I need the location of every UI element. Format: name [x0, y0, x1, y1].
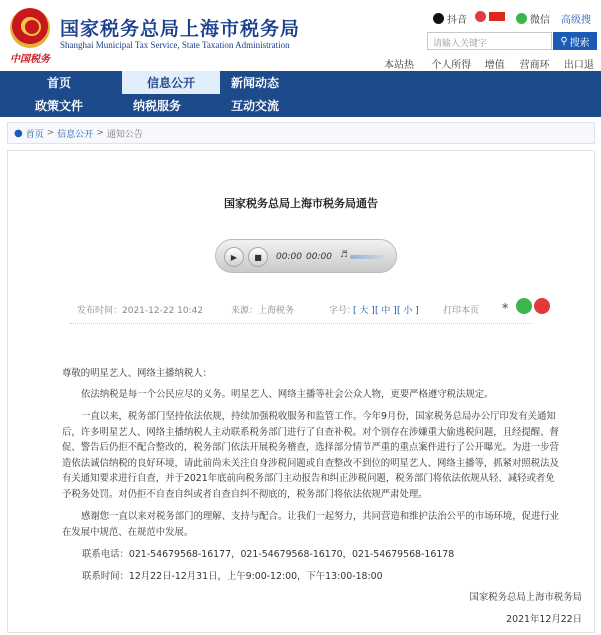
contact-hours: 联系时间：12月22日-12月31日，上午9:00-12:00，下午13:00-18:00 [82, 571, 383, 582]
weibo-share-icon[interactable] [534, 298, 550, 314]
main-nav [0, 71, 601, 117]
play-button[interactable]: ▶ [224, 247, 244, 267]
hot-word-link[interactable]: 增值 [484, 60, 505, 71]
hot-words-label: 本站热 [384, 60, 414, 71]
current-time: 00:00 [276, 252, 302, 262]
search-icon: ⚲ [560, 35, 568, 47]
wechat-share-icon[interactable] [516, 298, 532, 314]
audio-player [215, 239, 397, 273]
search-button[interactable] [553, 32, 597, 50]
publish-time: 发布时间：2021-12-22 10:42 [77, 306, 204, 316]
site-header [0, 0, 601, 70]
article-source: 来源：上海税务 [231, 306, 295, 316]
hot-word-link[interactable]: 个人所得 [431, 60, 472, 71]
advanced-search-link[interactable]: 高级搜 [561, 15, 591, 26]
breadcrumb-sep: > [46, 128, 55, 138]
site-subtitle: Shanghai Municipal Tax Service, State Taxation Administration [60, 40, 290, 50]
wechat-link[interactable] [516, 11, 550, 26]
hot-word-link[interactable]: 营商环 [519, 60, 550, 71]
article-panel [7, 150, 595, 633]
breadcrumb-home[interactable]: 首页 [25, 129, 44, 140]
breadcrumb [7, 122, 595, 144]
article-title: 国家税务总局上海市税务局通告 [224, 197, 378, 210]
tax-emblem-icon [10, 8, 50, 48]
font-medium-button[interactable]: [ 中 ] [375, 306, 397, 316]
contact-phone: 联系电话：021-54679568-16177，021-54679568-16170，021-54679568-16178 [82, 549, 455, 560]
paragraph-2: 一直以来，税务部门坚持依法依规，持续加强税收服务和监管工作。今年9月份，国家税务总局办公厅印发有关通知后，许多明星艺人、网络主播纳税人主动联系税务部门进行了自查补税。对个别存在涉嫌重大偷逃税问题，且经提醒、督促、警告后仍拒不配合整改的，税务部门依法开展税务稽查，选择部分情节严重的重点案件进行了公开曝光。为进一步营造依法诚信纳税的良好环境，请此前尚未关注自身涉税问题或自查整改不到位的明星艺人、网络主播等，抓紧对照税法及有关通知要求进行自查，并于2021年底前向税务部门主动报告和纠正涉税问题，税务部门将依法依规从轻、减轻或者免予税务处罚。对仍拒不自查自纠或者自查自纠不彻底的，税务部门将依法依规严肃处理。 [62, 411, 559, 500]
search-button-label: 搜索 [569, 37, 590, 49]
douyin-icon [433, 13, 444, 24]
breadcrumb-sep: > [96, 128, 104, 138]
divider [70, 323, 532, 324]
hot-word-link[interactable]: 出口退 [563, 60, 594, 71]
weibo-link[interactable] [475, 11, 505, 22]
share-icon[interactable]: ∗ [501, 301, 510, 312]
douyin-link[interactable] [433, 11, 467, 26]
paragraph-3: 感谢您一直以来对税务部门的理解、支持与配合。让我们一起努力，共同营造和维护法治公平的市场环境，促进行业在发展中规范、在规范中发展。 [62, 511, 560, 538]
breadcrumb-info[interactable]: 信息公开 [57, 129, 94, 140]
paragraph-1: 依法纳税是每一个公民应尽的义务。明星艺人、网络主播等社会公众人物，更要严格遵守税法规定。 [81, 389, 494, 400]
stop-button[interactable]: ■ [248, 247, 268, 267]
nav-news[interactable]: 新闻动态 [230, 76, 279, 90]
issuing-org: 国家税务总局上海市税务局 [469, 592, 582, 603]
weibo-icon [475, 11, 486, 22]
nav-info-disclosure[interactable]: 信息公开 [122, 71, 220, 94]
nav-tax-service[interactable]: 纳税服务 [132, 99, 181, 113]
location-pin-icon: ● [14, 127, 23, 139]
breadcrumb-current: 通知公告 [106, 129, 143, 140]
font-size-label: 字号： [329, 306, 357, 316]
wechat-label: 微信 [530, 15, 550, 26]
volume-slider[interactable] [350, 255, 386, 259]
search-input[interactable]: 请输入关键字 [427, 32, 552, 50]
greeting: 尊敬的明星艺人、网络主播纳税人： [62, 368, 213, 379]
flag-icon [489, 12, 505, 21]
font-large-button[interactable]: [ 大 ] [353, 306, 375, 316]
print-button[interactable]: 打印本页 [443, 306, 480, 316]
nav-policy[interactable]: 政策文件 [34, 99, 83, 113]
font-small-button[interactable]: [ 小 ] [397, 306, 419, 316]
douyin-label: 抖音 [447, 15, 467, 26]
brand-mark: 中国税务 [10, 54, 50, 65]
site-title[interactable]: 国家税务总局上海市税务局 [60, 18, 301, 40]
nav-interaction[interactable]: 互动交流 [230, 99, 279, 113]
nav-home[interactable]: 首页 [46, 76, 71, 90]
wechat-icon [516, 13, 527, 24]
volume-icon: ♬ [340, 250, 349, 260]
total-time: 00:00 [306, 252, 332, 262]
issue-date: 2021年12月22日 [506, 614, 582, 625]
